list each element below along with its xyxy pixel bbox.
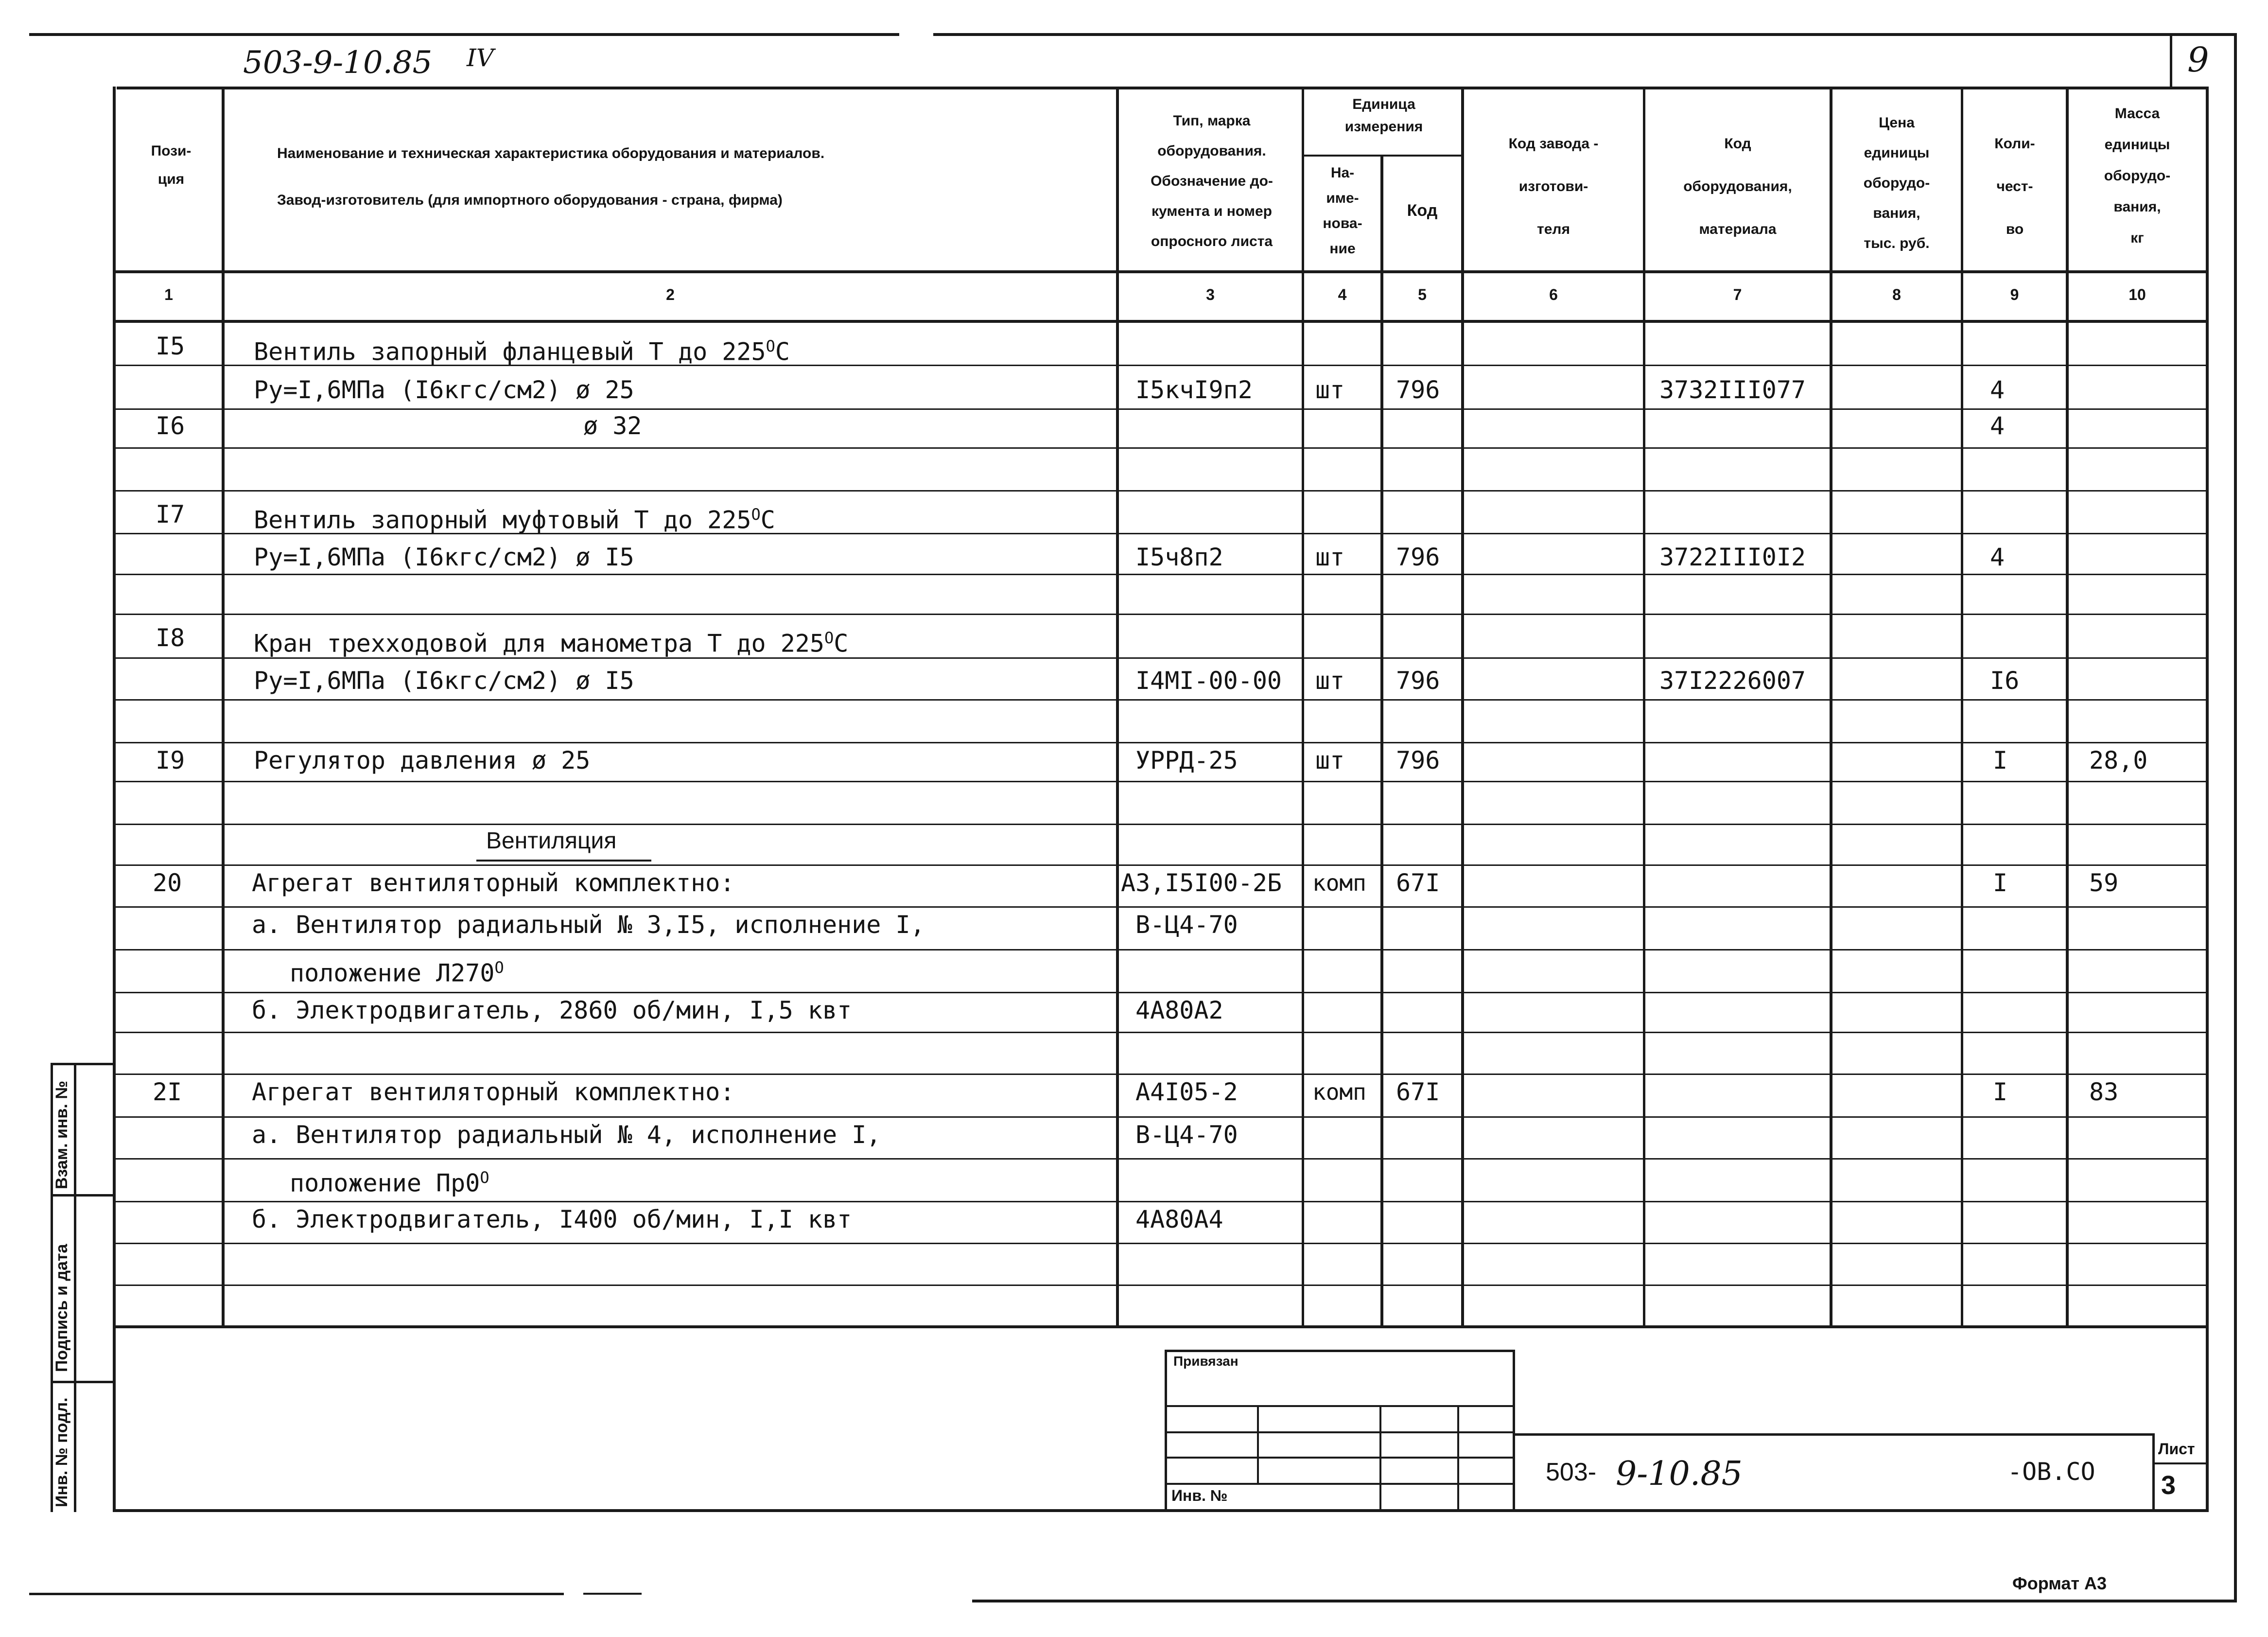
top-border-right xyxy=(933,33,2236,36)
col-line-5 xyxy=(1461,88,1464,1327)
row-type: I4МI-00-00 xyxy=(1135,667,1282,695)
row-sep xyxy=(115,614,2207,615)
col-line-3 xyxy=(1302,88,1304,1327)
row-name: положение $Л270^О$ xyxy=(290,958,504,987)
row-mass: 28,0 xyxy=(2089,746,2148,774)
row-name: Кран трехходовой для манометра Т до $225^ОС$ xyxy=(254,629,849,658)
doc-code-handwritten: 503-9-10.85 xyxy=(243,45,433,81)
titleblock-doc-handwritten: 9-10.85 xyxy=(1616,1455,1743,1493)
titleblock-row2 xyxy=(1166,1431,1515,1433)
row-sep xyxy=(115,1032,2207,1033)
frame-top xyxy=(117,87,2209,89)
colnum-9: 9 xyxy=(2010,286,2019,303)
row-sep xyxy=(115,1074,2207,1075)
titleblock-doc-suffix: -ОВ.СО xyxy=(2007,1458,2095,1486)
col-line-7 xyxy=(1830,88,1832,1327)
row-name: ø 32 xyxy=(583,412,642,440)
titleblock-main-top xyxy=(1515,1433,2152,1436)
colnum-3: 3 xyxy=(1206,286,1215,303)
row-sep xyxy=(115,992,2207,993)
colnum-7: 7 xyxy=(1733,286,1742,303)
row-sep xyxy=(115,906,2207,908)
row-type: УРРД-25 xyxy=(1135,746,1238,774)
header-unit-code: Код xyxy=(1407,201,1438,220)
row-unit: шт xyxy=(1315,746,1345,774)
row-sep xyxy=(115,742,2207,743)
row-qty: 4 xyxy=(1990,412,2005,440)
header-equipment-code: Код оборудования, материала xyxy=(1683,136,1792,237)
row-type: 4А80А4 xyxy=(1135,1205,1223,1233)
page-number: 9 xyxy=(2187,40,2209,80)
row-sep xyxy=(115,1201,2207,1202)
section-heading-underline xyxy=(476,860,651,862)
bottom-border-dash xyxy=(583,1593,642,1595)
row-name: а. Вентилятор радиальный № 4, исполнение I, xyxy=(252,1121,881,1149)
row-sep xyxy=(115,490,2207,492)
row-pos: I5 xyxy=(156,332,185,360)
header-unit-name: На- име- нова- ние xyxy=(1323,165,1362,257)
side-stamp-signature-date: Подпись и дата xyxy=(52,1244,71,1372)
side-stamp-top xyxy=(51,1063,115,1065)
row-pos: I8 xyxy=(156,624,185,652)
table-end-line xyxy=(115,1325,2207,1328)
row-type: В-Ц4-70 xyxy=(1135,911,1238,939)
row-unit: шт xyxy=(1315,667,1345,695)
row-qty: I xyxy=(1993,746,2008,774)
row-name: Регулятор давления ø 25 xyxy=(254,746,591,774)
row-sep xyxy=(115,1158,2207,1160)
row-equipment-code: 3722III0I2 xyxy=(1659,543,1806,571)
titleblock-col2 xyxy=(1379,1406,1381,1511)
side-stamp-sep2 xyxy=(51,1381,115,1383)
titleblock-row4 xyxy=(1166,1483,1515,1485)
col-line-8 xyxy=(1961,88,1963,1327)
colnum-10: 10 xyxy=(2128,286,2146,303)
titleblock-col1 xyxy=(1257,1406,1259,1484)
row-unit: шт xyxy=(1315,376,1345,404)
titleblock-link-top xyxy=(1165,1350,1515,1352)
col-line-4 xyxy=(1380,156,1383,1327)
frame-right xyxy=(2206,87,2209,1511)
header-price: Цена единицы оборудо- вания, тыс. руб. xyxy=(1863,115,1930,251)
row-sep xyxy=(115,1243,2207,1244)
row-qty: 4 xyxy=(1990,543,2005,571)
row-equipment-code: 3732III077 xyxy=(1659,376,1806,404)
bottom-border-right xyxy=(972,1600,2237,1602)
row-type: I5ч8п2 xyxy=(1135,543,1223,571)
row-sep xyxy=(115,1285,2207,1286)
row-unit-code: 796 xyxy=(1396,746,1440,774)
row-pos: I9 xyxy=(156,746,185,774)
row-name: положение $Пр0^О$ xyxy=(290,1168,489,1197)
colnum-2: 2 xyxy=(666,286,675,303)
header-name: Наименование и техническая характеристика оборудования и материалов. Завод-изготовитель (для импортного оборудования - страна, фирма) xyxy=(277,145,825,208)
row-qty: I xyxy=(1993,869,2008,897)
row-mass: 59 xyxy=(2089,869,2119,897)
row-unit: комп xyxy=(1312,870,1366,896)
page-number-frame-left xyxy=(2170,33,2172,87)
row-sep xyxy=(115,447,2207,449)
row-pos: I6 xyxy=(156,412,185,440)
row-name: Ру=I,6МПа (I6кгс/см2) ø I5 xyxy=(254,543,634,571)
row-sep xyxy=(115,824,2207,825)
titleblock-col3 xyxy=(1457,1406,1459,1511)
header-type: Тип, марка оборудования. Обозначение до- кумента и номер опросного листа xyxy=(1151,113,1273,249)
colnum-4: 4 xyxy=(1338,286,1347,303)
row-name: Вентиль запорный фланцевый Т до $225^ОС$ xyxy=(254,337,790,366)
section-heading: Вентиляция xyxy=(486,828,617,854)
right-border xyxy=(2234,33,2237,1602)
col-line-6 xyxy=(1643,88,1645,1327)
row-unit-code: 796 xyxy=(1396,376,1440,404)
side-stamp-original-inv: Инв. № подл. xyxy=(52,1397,71,1507)
colnum-5: 5 xyxy=(1418,286,1427,303)
header-mass: Масса единицы оборудо- вания, кг xyxy=(2104,106,2171,246)
titleblock-link-right xyxy=(1513,1350,1515,1512)
titleblock-link-left xyxy=(1165,1350,1167,1512)
row-sep xyxy=(115,574,2207,575)
side-stamp-sep1 xyxy=(51,1194,115,1197)
side-stamp-mid xyxy=(74,1063,76,1512)
row-qty: I6 xyxy=(1990,667,2020,695)
row-pos: I7 xyxy=(156,500,185,528)
col-line-9 xyxy=(2066,88,2069,1327)
side-stamp-replace-inv: Взам. инв. № xyxy=(52,1080,71,1189)
titleblock-row3 xyxy=(1166,1457,1515,1459)
row-sep xyxy=(115,949,2207,951)
row-sep xyxy=(115,781,2207,782)
row-unit: шт xyxy=(1315,543,1345,571)
col-line-2 xyxy=(1116,88,1119,1327)
header-factory-code: Код завода - изготови- теля xyxy=(1508,136,1599,237)
colnum-8: 8 xyxy=(1892,286,1901,303)
col-line-1 xyxy=(222,88,225,1327)
row-qty: 4 xyxy=(1990,376,2005,404)
header-bottom-line xyxy=(115,270,2207,273)
row-pos: 2I xyxy=(153,1078,182,1106)
row-type: А4I05-2 xyxy=(1135,1078,1238,1106)
row-unit-code: 67I xyxy=(1396,1078,1440,1106)
row-type: А3,I5I00-2Б xyxy=(1121,869,1282,897)
row-name: б. Электродвигатель, I400 об/мин, I,I квт xyxy=(252,1205,852,1233)
row-equipment-code: 37I2226007 xyxy=(1659,667,1806,695)
colnum-bottom-line xyxy=(115,320,2207,323)
row-sep xyxy=(115,1116,2207,1118)
sheet-label: Лист xyxy=(2158,1440,2195,1458)
frame-bottom xyxy=(113,1509,2209,1512)
row-unit-code: 796 xyxy=(1396,667,1440,695)
header-qty: Коли- чест- во xyxy=(1994,136,2035,237)
row-unit-code: 67I xyxy=(1396,869,1440,897)
row-unit: комп xyxy=(1312,1079,1366,1105)
row-pos: 20 xyxy=(153,869,182,897)
row-name: Ру=I,6МПа (I6кгс/см2) ø I5 xyxy=(254,667,634,695)
row-type: В-Ц4-70 xyxy=(1135,1121,1238,1149)
doc-mark-handwritten: IV xyxy=(467,44,494,72)
titleblock-doc-prefix: 503- xyxy=(1546,1458,1597,1486)
row-sep xyxy=(115,864,2207,866)
sheet-box-mid xyxy=(2153,1462,2207,1464)
row-type: 4А80А2 xyxy=(1135,996,1223,1024)
header-unit-group: Единица измерения xyxy=(1344,96,1423,135)
titleblock-inv-label: Инв. № xyxy=(1171,1487,1228,1504)
row-name: Ру=I,6МПа (I6кгс/см2) ø 25 xyxy=(254,376,634,404)
row-mass: 83 xyxy=(2089,1078,2119,1106)
row-qty: I xyxy=(1993,1078,2008,1106)
row-name: Агрегат вентиляторный комплектно: xyxy=(252,1078,735,1106)
colnum-1: 1 xyxy=(164,286,173,303)
row-name: Агрегат вентиляторный комплектно: xyxy=(252,869,735,897)
titleblock-linked-label: Привязан xyxy=(1173,1354,1239,1369)
header-pos: Пози- ция xyxy=(151,143,192,187)
row-name: б. Электродвигатель, 2860 об/мин, I,5 квт xyxy=(252,996,852,1024)
top-border-left xyxy=(29,33,899,36)
sheet-number: 3 xyxy=(2161,1471,2176,1500)
bottom-border-left xyxy=(29,1593,564,1595)
row-name: а. Вентилятор радиальный № 3,I5, исполнение I, xyxy=(252,911,925,939)
colnum-6: 6 xyxy=(1549,286,1558,303)
row-type: I5кчI9п2 xyxy=(1135,376,1253,404)
titleblock-row1 xyxy=(1166,1405,1515,1407)
format-label: Формат А3 xyxy=(2012,1573,2107,1593)
row-name: Вентиль запорный муфтовый Т до $225^ОС$ xyxy=(254,505,775,534)
sheet-box-left xyxy=(2152,1433,2155,1511)
row-unit-code: 796 xyxy=(1396,543,1440,571)
row-sep xyxy=(115,699,2207,701)
row-sep xyxy=(115,408,2207,410)
